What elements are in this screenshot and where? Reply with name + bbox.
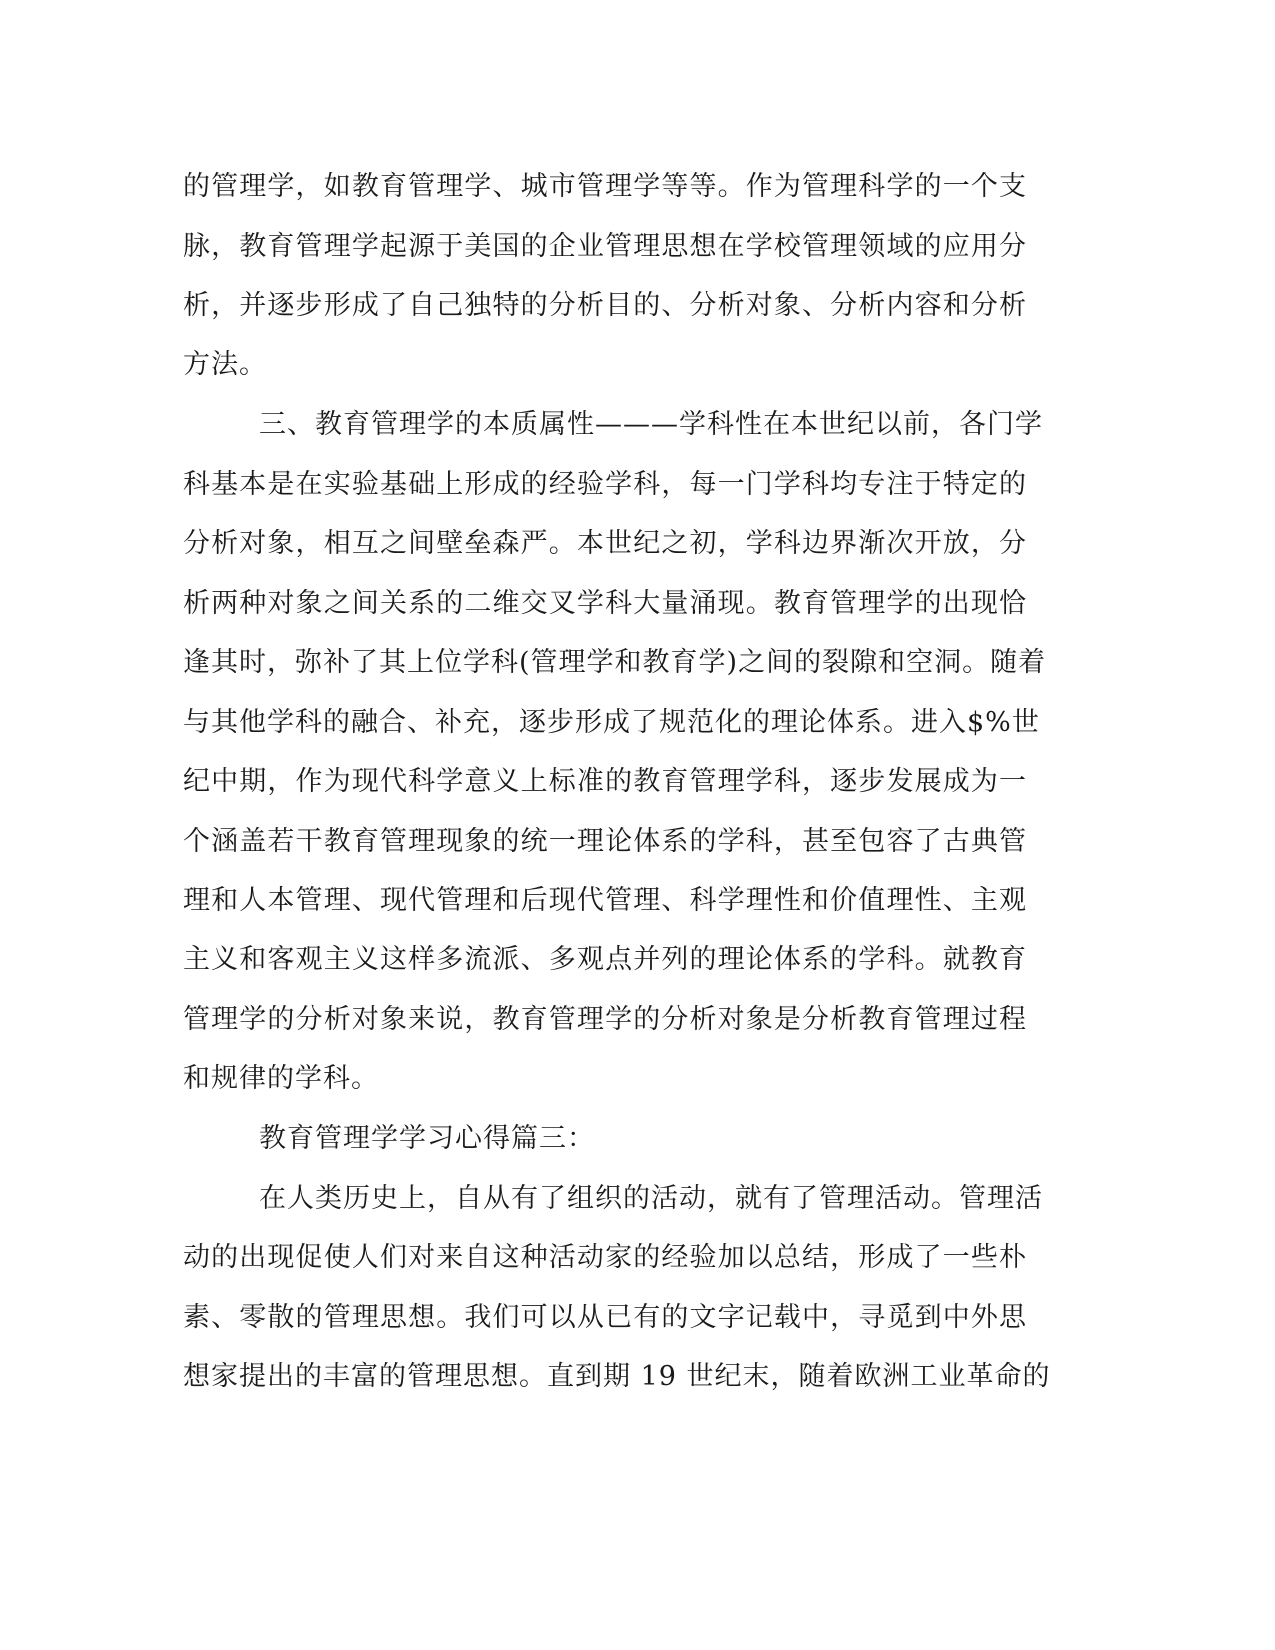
text-line (0, 1298, 1275, 1338)
text-line (0, 1000, 1275, 1040)
text-line (0, 940, 1275, 980)
text-line (0, 227, 1275, 267)
line-text: 分析对象，相互之间壁垒森严。本世纪之初，学科边界渐次开放，分 (183, 528, 1027, 559)
text-line (0, 584, 1275, 624)
line-text: 析两种对象之间关系的二维交叉学科大量涌现。教育管理学的出现恰 (183, 588, 1027, 619)
text-line (0, 167, 1275, 207)
text-line (0, 703, 1275, 743)
line-text: 逢其时，弥补了其上位学科(管理学和教育学)之间的裂隙和空洞。随着 (183, 647, 1047, 678)
section-heading-line (0, 405, 1275, 445)
line-text: 和规律的学科。 (183, 1063, 379, 1094)
line-text: 方法。 (183, 349, 267, 380)
line-text: 三、教育管理学的本质属性———学科性在本世纪以前，各门学 (259, 409, 1043, 440)
text-line (0, 643, 1275, 683)
line-text: 脉，教育管理学起源于美国的企业管理思想在学校管理领域的应用分 (183, 231, 1027, 262)
text-line (0, 286, 1275, 326)
line-text: 个涵盖若干教育管理现象的统一理论体系的学科，甚至包容了古典管 (183, 826, 1027, 857)
line-text: 管理学的分析对象来说，教育管理学的分析对象是分析教育管理过程 (183, 1004, 1027, 1035)
section-title: 教育管理学学习心得篇三： (259, 1123, 595, 1154)
text-line (0, 822, 1275, 862)
line-text: 想家提出的丰富的管理思想。直到期 19 世纪末，随着欧洲工业革命的 (183, 1361, 1051, 1392)
line-text: 科基本是在实验基础上形成的经验学科，每一门学科均专注于特定的 (183, 469, 1027, 500)
section-title-line (0, 1119, 1275, 1159)
line-text: 在人类历史上，自从有了组织的活动，就有了管理活动。管理活 (259, 1183, 1043, 1214)
text-line (0, 465, 1275, 505)
line-text: 理和人本管理、现代管理和后现代管理、科学理性和价值理性、主观 (183, 885, 1027, 916)
text-line (0, 881, 1275, 921)
line-text: 动的出现促使人们对来自这种活动家的经验加以总结，形成了一些朴 (183, 1242, 1027, 1273)
line-text: 的管理学，如教育管理学、城市管理学等等。作为管理科学的一个支 (183, 171, 1027, 202)
line-text: 析，并逐步形成了自己独特的分析目的、分析对象、分析内容和分析 (183, 290, 1027, 321)
text-line (0, 1179, 1275, 1219)
line-text: 素、零散的管理思想。我们可以从已有的文字记载中，寻觅到中外思 (183, 1302, 1027, 1333)
text-line (0, 1059, 1275, 1099)
text-line (0, 1238, 1275, 1278)
text-line (0, 1357, 1275, 1397)
text-line (0, 524, 1275, 564)
text-line (0, 762, 1275, 802)
line-text: 与其他学科的融合、补充，逐步形成了规范化的理论体系。进入$%世 (183, 707, 1040, 738)
line-text: 纪中期，作为现代科学意义上标准的教育管理学科，逐步发展成为一 (183, 766, 1027, 797)
line-text: 主义和客观主义这样多流派、多观点并列的理论体系的学科。就教育 (183, 944, 1027, 975)
text-line (0, 345, 1275, 385)
